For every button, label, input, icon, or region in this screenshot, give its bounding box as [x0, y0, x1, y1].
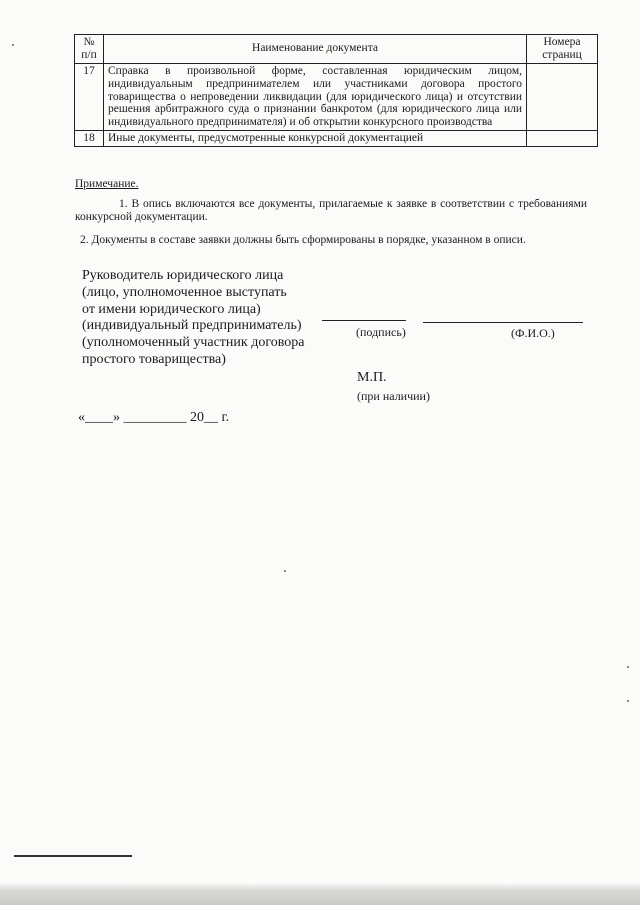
scan-bottom-edge	[0, 882, 640, 905]
documents-table	[74, 34, 598, 147]
signature-line	[322, 320, 406, 321]
col-header-pages-line1: Номера	[543, 36, 581, 48]
scan-speck	[627, 666, 629, 668]
row-pages	[527, 63, 598, 130]
table-row	[75, 63, 598, 130]
table-header-row	[75, 35, 598, 64]
signatory-line: (лицо, уполномоченное выступать	[82, 284, 287, 300]
row-pages	[527, 131, 598, 147]
scan-speck	[284, 570, 286, 572]
row-document-name: Иные документы, предусмотренные конкурсной документацией	[104, 131, 527, 147]
col-header-pages	[527, 35, 598, 64]
col-header-number-line2: п/п	[81, 48, 97, 61]
signatory-line: от имени юридического лица)	[82, 301, 261, 317]
stamp-note: (при наличии)	[357, 389, 430, 403]
col-header-pages-line2: страниц	[542, 48, 582, 61]
scan-speck	[12, 44, 14, 46]
signatory-line: Руководитель юридического лица	[82, 268, 284, 283]
note-label: Примечание.	[75, 178, 139, 190]
col-header-name: Наименование документа	[104, 35, 527, 64]
scan-mark	[14, 855, 132, 857]
row-number: 17	[75, 63, 104, 130]
col-header-number-line1: №	[83, 36, 95, 48]
row-document-name: Справка в произвольной форме, составленная юридическим лицом, индивидуальным предпринимателем или участниками договора простого товарищества о непроведении ликвидации (для юридического лица) и отсутствии решения арбитражного суда о признании банкротом (для юридического лица или индивидуального предпринимателя) и об открытии конкурсного производства	[104, 63, 527, 130]
signatory-block	[82, 268, 332, 369]
table-row	[75, 131, 598, 147]
signatory-line: (индивидуальный предприниматель)	[82, 318, 302, 334]
scan-speck	[627, 700, 629, 702]
signatory-line: простого товарищества)	[82, 351, 226, 367]
note-item-2: 2. Документы в составе заявки должны быть сформированы в порядке, указанном в описи.	[80, 234, 526, 246]
note-item-1: 1. В опись включаются все документы, прилагаемые к заявке в соответствии с требованиями конкурсной документации.	[75, 198, 587, 224]
stamp-label: М.П.	[357, 370, 387, 385]
col-header-number	[75, 35, 104, 64]
signature-caption: (подпись)	[356, 325, 406, 339]
date-line: «____» _________ 20__ г.	[78, 410, 230, 425]
signatory-line: (уполномоченный участник договора	[82, 335, 305, 351]
full-name-line	[423, 322, 583, 323]
full-name-caption: (Ф.И.О.)	[511, 326, 555, 340]
row-number: 18	[75, 131, 104, 147]
